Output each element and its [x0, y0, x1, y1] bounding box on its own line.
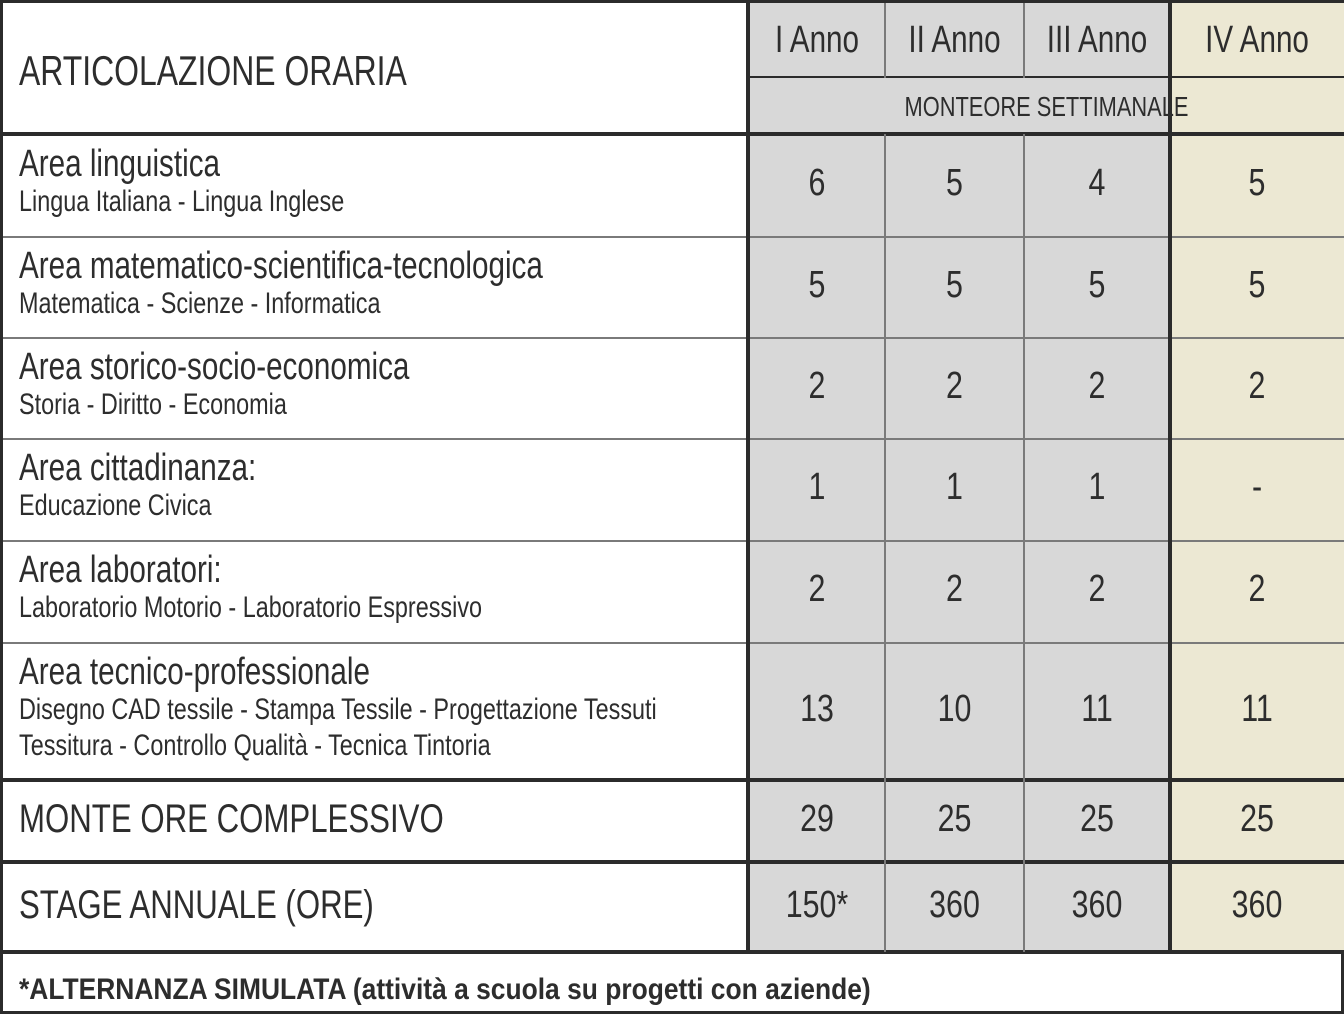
- hours-cell: 11: [1241, 688, 1273, 730]
- hours-cell: 2: [946, 364, 963, 407]
- hours-cell: 6: [808, 162, 826, 204]
- hours-cell: 5: [946, 162, 963, 204]
- row-divider: [3, 642, 1344, 644]
- col-divider-thick: [1168, 3, 1172, 952]
- row-divider-thick: [3, 950, 1344, 954]
- col-divider: [884, 3, 886, 78]
- year-header: II Anno: [908, 19, 1001, 61]
- hours-cell: 2: [946, 568, 963, 610]
- row-divider: [3, 236, 1344, 238]
- hours-cell: 2: [1248, 568, 1266, 610]
- table-title: ARTICOLAZIONE ORARIA: [19, 47, 407, 94]
- area-row-label: [19, 652, 837, 764]
- hours-cell: 5: [1248, 263, 1266, 306]
- hours-cell: 5: [1248, 162, 1266, 204]
- area-name: Area matematico-scientifica-tecnologica: [19, 245, 543, 287]
- hours-cell: 10: [937, 688, 972, 730]
- col-divider: [1023, 134, 1025, 952]
- row-divider-thick: [3, 132, 1344, 136]
- row-divider: [3, 438, 1344, 440]
- header-divider: [749, 76, 1344, 78]
- area-subjects: Storia - Diritto - Economia: [19, 388, 287, 421]
- total-hours-label: MONTE ORE COMPLESSIVO: [19, 797, 444, 841]
- area-row-label: [19, 550, 613, 626]
- subheader: MONTEORE SETTIMANALE: [904, 91, 1189, 122]
- hours-cell: 2: [808, 364, 826, 407]
- hours-cell: 13: [800, 688, 834, 730]
- total-hours-cell: 25: [937, 798, 972, 840]
- total-hours-cell: 25: [1240, 798, 1274, 840]
- col-divider: [1023, 3, 1025, 78]
- hours-cell: 4: [1088, 162, 1106, 204]
- hours-cell: -: [1251, 466, 1263, 508]
- hours-cell: 11: [1081, 688, 1113, 730]
- area-name: Area laboratori:: [19, 549, 222, 591]
- hours-cell: 2: [808, 568, 826, 610]
- area-subjects: Disegno CAD tessile - Stampa Tessile - Progettazione Tessuti: [19, 693, 657, 726]
- hours-cell: 2: [1248, 364, 1266, 407]
- stage-hours-cell: 360: [1231, 884, 1283, 926]
- col-divider: [884, 134, 886, 952]
- area-subjects: Tessitura - Controllo Qualità - Tecnica Tintoria: [19, 729, 491, 762]
- row-divider: [3, 540, 1344, 542]
- area-row-label: [19, 448, 323, 524]
- year-header: IV Anno: [1205, 19, 1309, 61]
- stage-hours-cell: 360: [1071, 884, 1123, 926]
- area-row-label: [19, 144, 436, 220]
- area-subjects: Laboratorio Motorio - Laboratorio Espressivo: [19, 591, 483, 624]
- hours-cell: 2: [1088, 568, 1106, 610]
- footnote: *ALTERNANZA SIMULATA (attività a scuola su progetti con aziende): [19, 973, 871, 1006]
- stage-hours-label: STAGE ANNUALE (ORE): [19, 883, 374, 927]
- area-subjects: Educazione Civica: [19, 489, 212, 522]
- area-name: Area storico-socio-economica: [19, 346, 410, 388]
- hours-cell: 1: [946, 466, 963, 508]
- stage-hours-cell: 150*: [785, 884, 849, 926]
- year-header: I Anno: [774, 19, 860, 61]
- area-row-label: [19, 347, 520, 423]
- area-subjects: Matematica - Scienze - Informatica: [19, 287, 381, 320]
- col-divider-thick: [746, 3, 750, 952]
- row-divider-thick: [3, 778, 1344, 782]
- area-name: Area tecnico-professionale: [19, 651, 370, 693]
- total-hours-cell: 29: [800, 798, 834, 840]
- hours-cell: 1: [808, 466, 826, 508]
- hours-cell: 5: [1088, 263, 1106, 306]
- area-row-label: [19, 246, 691, 322]
- row-divider-thick: [3, 860, 1344, 864]
- hours-cell: 2: [1088, 364, 1106, 407]
- year-header: III Anno: [1046, 19, 1148, 61]
- area-name: Area cittadinanza:: [19, 447, 257, 489]
- total-hours-cell: 25: [1080, 798, 1114, 840]
- area-name: Area linguistica: [19, 143, 220, 185]
- row-divider: [3, 337, 1344, 339]
- hours-cell: 1: [1088, 466, 1106, 508]
- hours-cell: 5: [808, 263, 826, 306]
- stage-hours-cell: 360: [929, 884, 980, 926]
- area-subjects: Lingua Italiana - Lingua Inglese: [19, 185, 345, 218]
- hours-cell: 5: [946, 263, 963, 306]
